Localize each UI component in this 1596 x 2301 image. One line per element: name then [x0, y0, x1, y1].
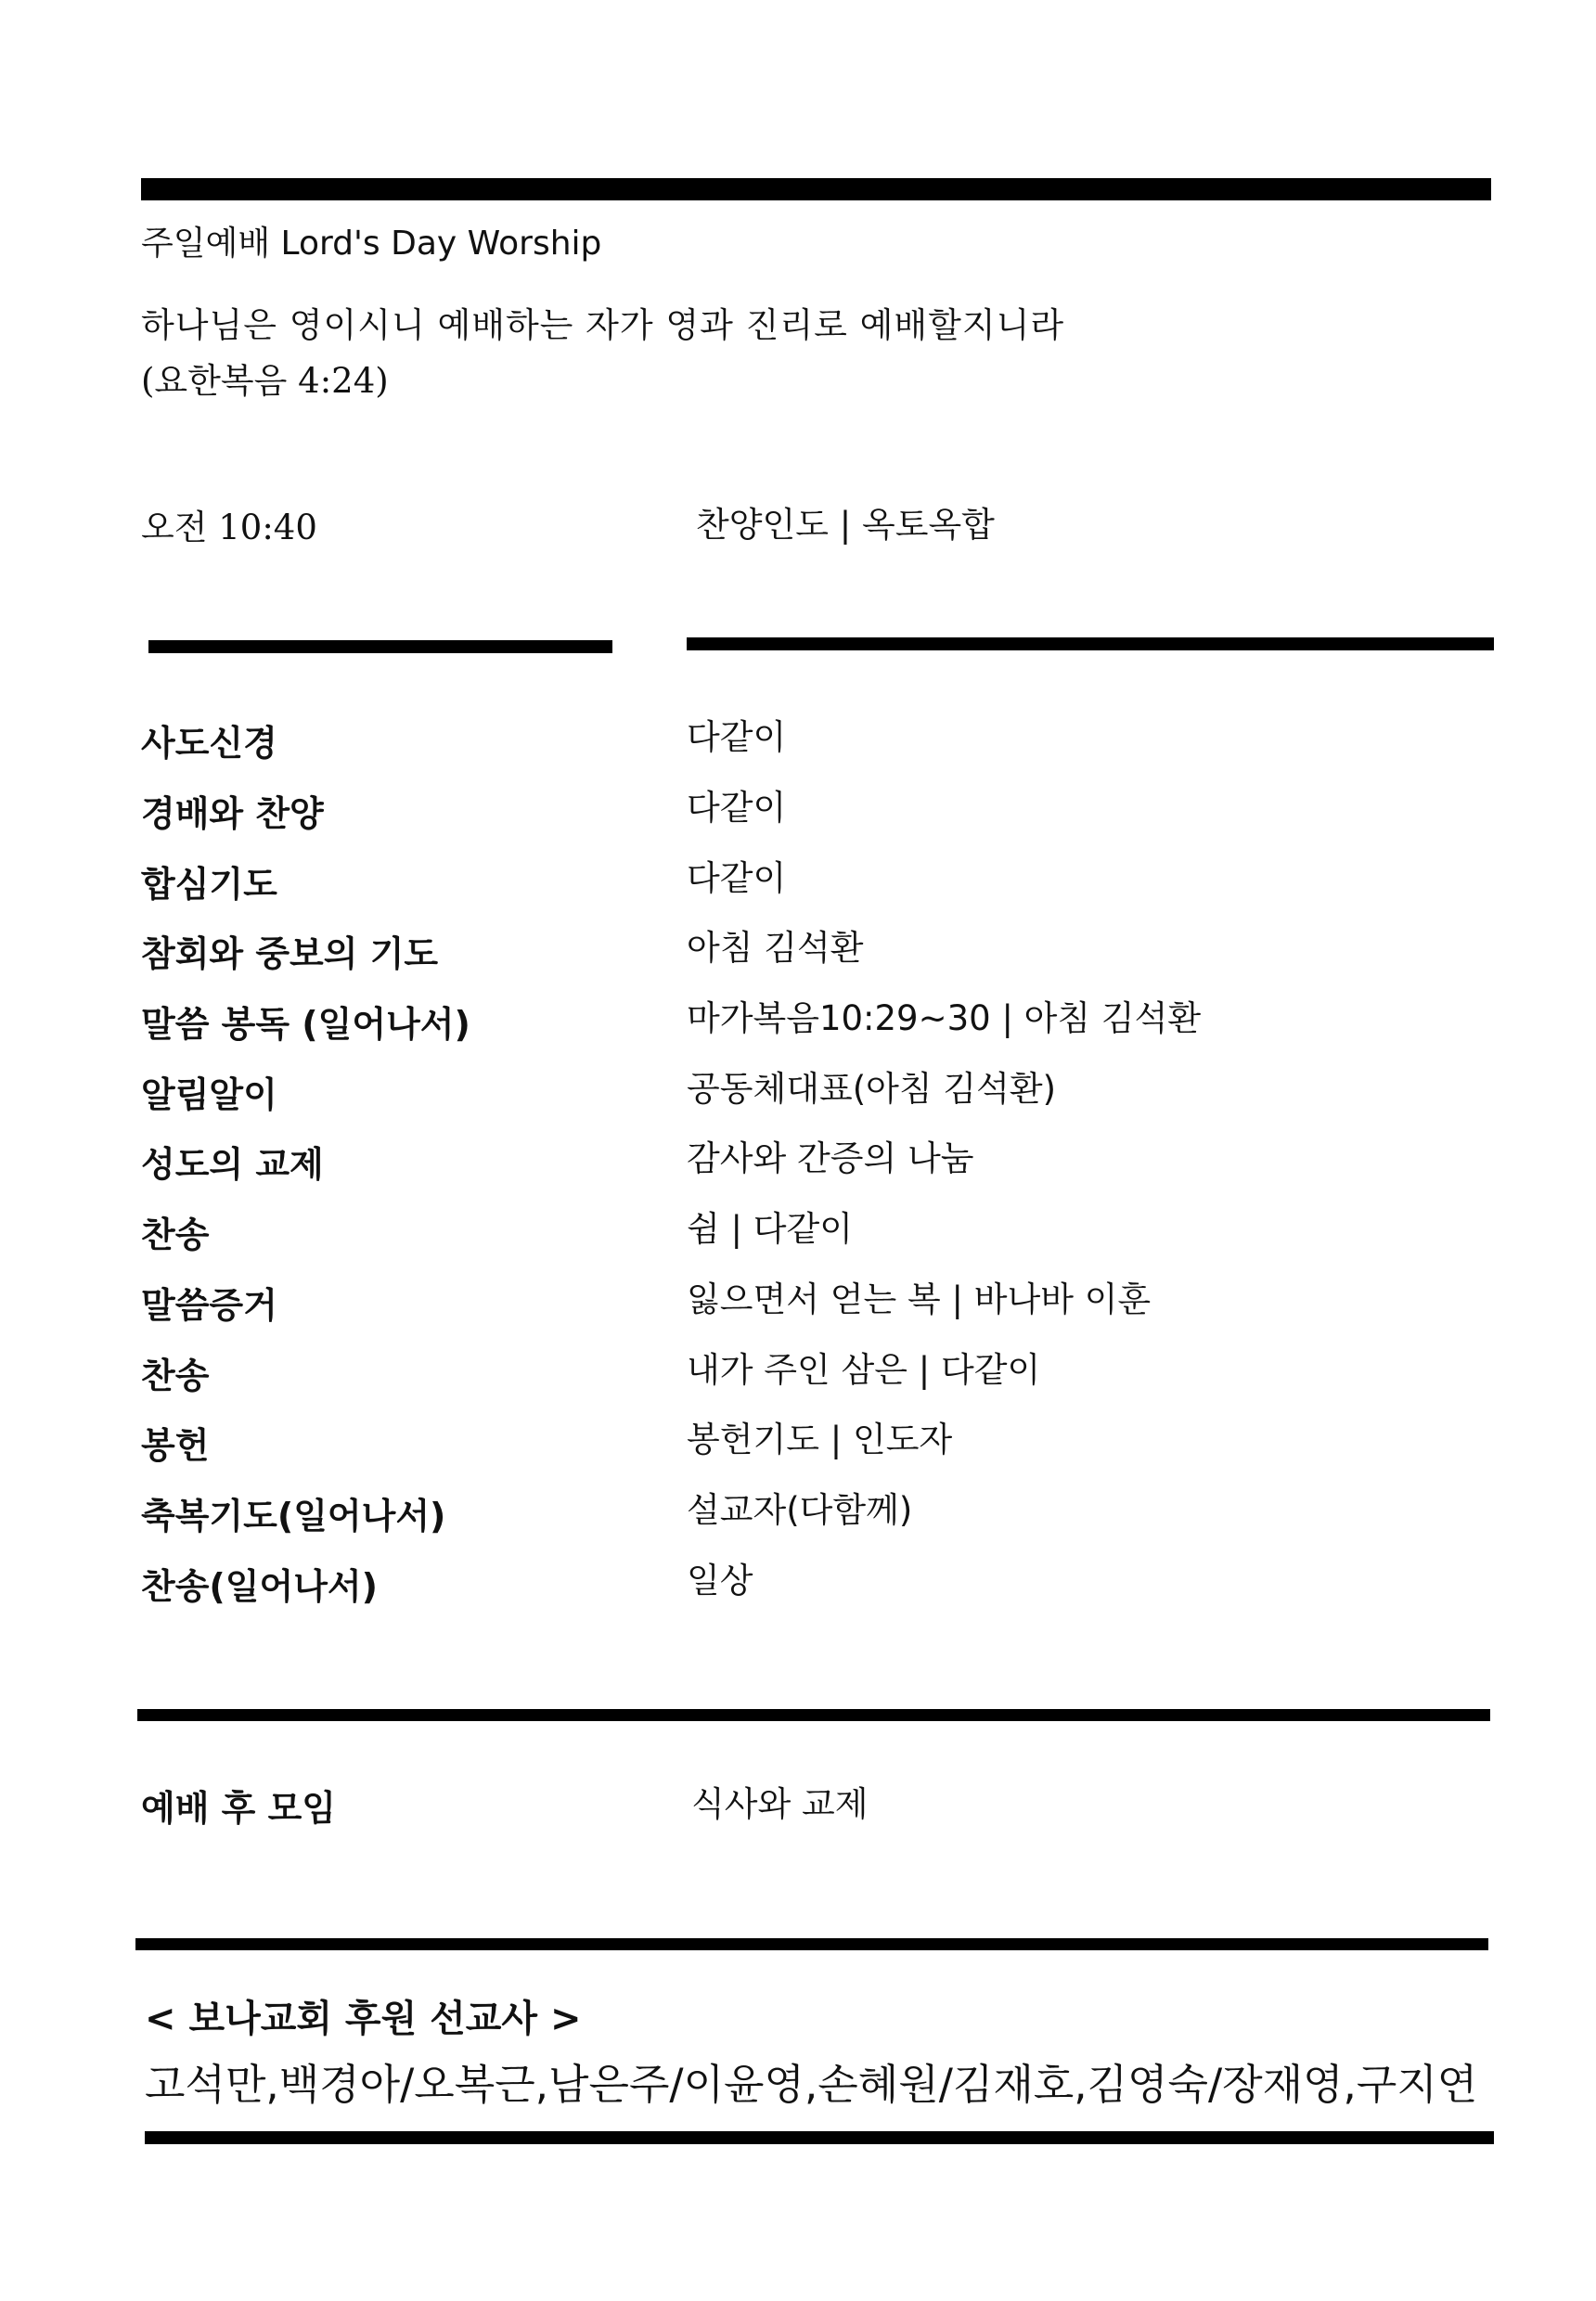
- order-label: 말씀 봉독 (일어나서): [141, 1004, 470, 1045]
- section-rule: [135, 1938, 1488, 1950]
- verse-reference: (요한복음 4:24): [141, 361, 389, 401]
- order-label: 경배와 찬양: [141, 793, 324, 834]
- order-value: 일상: [687, 1561, 753, 1600]
- order-label: 찬송(일어나서): [141, 1566, 378, 1607]
- order-label: 성도의 교제: [141, 1144, 324, 1185]
- order-label: 사도신경: [141, 723, 277, 764]
- service-title: 주일예배 Lord's Day Worship: [141, 225, 602, 263]
- order-value: 다같이: [687, 717, 787, 757]
- bottom-rule: [145, 2131, 1494, 2144]
- after-service-label: 예배 후 모임: [141, 1788, 336, 1829]
- order-value: 다같이: [687, 858, 787, 898]
- left-column-rule: [148, 640, 612, 653]
- order-value: 감사와 간증의 나눔: [687, 1138, 974, 1178]
- order-value: 잃으면서 얻는 복 | 바나바 이훈: [687, 1279, 1152, 1319]
- right-column-rule: [687, 637, 1494, 650]
- order-label: 참회와 중보의 기도: [141, 933, 439, 974]
- order-value: 쉼 | 다같이: [687, 1209, 853, 1249]
- order-label: 말씀증거: [141, 1285, 277, 1326]
- order-value: 내가 주인 삼은 | 다같이: [687, 1350, 1041, 1390]
- missionaries-names: 고석만,백경아/오복근,남은주/이윤영,손혜원/김재호,김영숙/장재영,구지연: [145, 2060, 1478, 2109]
- top-rule: [141, 178, 1491, 200]
- order-label: 봉헌: [141, 1425, 210, 1466]
- order-value: 설교자(다함께): [687, 1490, 913, 1530]
- missionaries-heading: < 보나교회 후원 선교사 >: [145, 1998, 582, 2040]
- order-value: 마가복음10:29~30 | 아침 김석환: [687, 998, 1202, 1038]
- order-value: 공동체대표(아침 김석환): [687, 1069, 1057, 1109]
- order-value: 아침 김석환: [687, 928, 864, 968]
- order-label: 찬송: [141, 1215, 210, 1255]
- section-rule: [137, 1709, 1490, 1721]
- order-label: 찬송: [141, 1356, 210, 1396]
- service-time: 오전 10:40: [141, 508, 317, 547]
- order-value: 다같이: [687, 788, 787, 828]
- order-label: 알림알이: [141, 1074, 277, 1115]
- order-label: 합심기도: [141, 864, 277, 905]
- worship-leader: 찬양인도 | 옥토옥합: [696, 505, 995, 545]
- after-service-value: 식사와 교제: [691, 1784, 869, 1824]
- order-label: 축복기도(일어나서): [141, 1496, 446, 1536]
- verse-text: 하나님은 영이시니 예배하는 자가 영과 진리로 예배할지니라: [141, 305, 1065, 345]
- order-value: 봉헌기도 | 인도자: [687, 1420, 953, 1459]
